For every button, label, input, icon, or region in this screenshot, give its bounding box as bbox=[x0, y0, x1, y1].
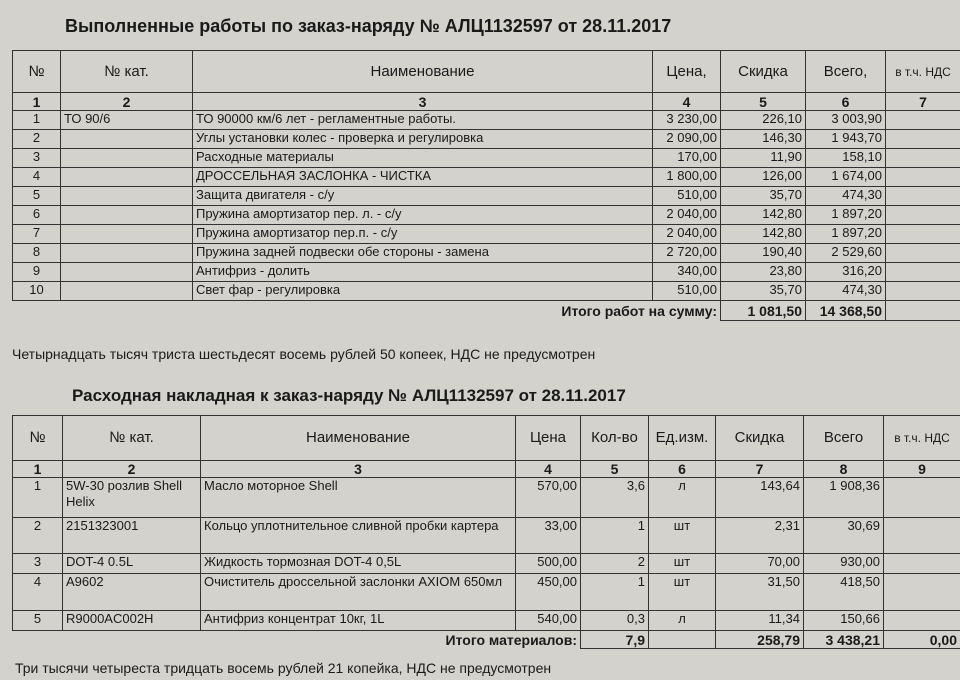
column-header: Всего, bbox=[806, 51, 886, 93]
column-number: 1 bbox=[13, 93, 61, 111]
table-cell: 30,69 bbox=[804, 518, 884, 554]
works-table bbox=[12, 50, 960, 321]
table-cell bbox=[61, 130, 193, 149]
works-sum-in-words: Четырнадцать тысяч триста шестьдесят восемь рублей 50 копеек, НДС не предусмотрен bbox=[12, 346, 596, 362]
column-number: 2 bbox=[61, 93, 193, 111]
table-cell: л bbox=[649, 611, 716, 631]
table-cell: 158,10 bbox=[806, 149, 886, 168]
table-cell: ТО 90000 км/6 лет - регламентные работы. bbox=[193, 111, 653, 130]
table-cell: 70,00 bbox=[716, 554, 804, 574]
table-row bbox=[13, 130, 960, 149]
table-cell: 33,00 bbox=[516, 518, 581, 554]
table-cell: 2 720,00 bbox=[653, 244, 721, 263]
table-cell: 1 bbox=[581, 574, 649, 611]
table-cell bbox=[61, 263, 193, 282]
column-header: Скидка bbox=[721, 51, 806, 93]
table-cell bbox=[886, 244, 960, 263]
table-cell bbox=[61, 168, 193, 187]
table-cell: 5 bbox=[13, 611, 63, 631]
table-cell: 143,64 bbox=[716, 478, 804, 518]
table-cell: 3 230,00 bbox=[653, 111, 721, 130]
table-cell: 1 bbox=[13, 478, 63, 518]
table-cell: 510,00 bbox=[653, 282, 721, 301]
table-cell bbox=[886, 111, 960, 130]
works-total-sum: 14 368,50 bbox=[806, 301, 886, 321]
column-number: 8 bbox=[804, 461, 884, 478]
table-cell: Кольцо уплотнительное сливной пробки картера bbox=[201, 518, 516, 554]
column-header: № кат. bbox=[63, 416, 201, 461]
works-total-discount: 1 081,50 bbox=[721, 301, 806, 321]
table-cell: 3 bbox=[13, 149, 61, 168]
table-cell: 5 bbox=[13, 187, 61, 206]
column-number: 6 bbox=[649, 461, 716, 478]
column-header: Цена bbox=[516, 416, 581, 461]
table-cell bbox=[884, 478, 960, 518]
table-cell: 1 943,70 bbox=[806, 130, 886, 149]
table-cell: 0,3 bbox=[581, 611, 649, 631]
column-header: Всего bbox=[804, 416, 884, 461]
table-cell bbox=[61, 187, 193, 206]
table-cell: 11,34 bbox=[716, 611, 804, 631]
column-header: в т.ч. НДС bbox=[884, 416, 960, 461]
table-cell: 2 040,00 bbox=[653, 206, 721, 225]
table-cell: 1 bbox=[581, 518, 649, 554]
materials-total-discount: 258,79 bbox=[716, 631, 804, 649]
column-header: Кол-во bbox=[581, 416, 649, 461]
column-header: в т.ч. НДС bbox=[886, 51, 960, 93]
table-cell bbox=[884, 611, 960, 631]
works-title: Выполненные работы по заказ-наряду № АЛЦ1132597 от 28.11.2017 bbox=[65, 16, 672, 36]
table-cell: 5W-30 розлив Shell Helix bbox=[63, 478, 201, 518]
table-cell: Антифриз - долить bbox=[193, 263, 653, 282]
table-cell: Пружина амортизатор пер.п. - с/у bbox=[193, 225, 653, 244]
column-header: Скидка bbox=[716, 416, 804, 461]
table-cell: 3 bbox=[13, 554, 63, 574]
table-cell bbox=[884, 554, 960, 574]
table-cell bbox=[886, 130, 960, 149]
table-cell: 9 bbox=[13, 263, 61, 282]
materials-total-qty: 7,9 bbox=[581, 631, 649, 649]
column-number: 7 bbox=[716, 461, 804, 478]
table-cell bbox=[886, 168, 960, 187]
table-cell: 340,00 bbox=[653, 263, 721, 282]
table-row bbox=[13, 206, 960, 225]
table-cell: 142,80 bbox=[721, 225, 806, 244]
table-cell: 500,00 bbox=[516, 554, 581, 574]
table-cell: Жидкость тормозная DOT-4 0,5L bbox=[201, 554, 516, 574]
materials-sum-in-words: Три тысячи четыреста тридцать восемь рублей 21 копейка, НДС не предусмотрен bbox=[15, 660, 552, 676]
table-cell: 474,30 bbox=[806, 187, 886, 206]
table-cell: 146,30 bbox=[721, 130, 806, 149]
table-cell: 11,90 bbox=[721, 149, 806, 168]
table-cell: 2 bbox=[581, 554, 649, 574]
table-cell: Антифриз концентрат 10кг, 1L bbox=[201, 611, 516, 631]
table-cell: 226,10 bbox=[721, 111, 806, 130]
materials-total-row bbox=[13, 631, 960, 649]
table-cell: 10 bbox=[13, 282, 61, 301]
table-cell: 3 003,90 bbox=[806, 111, 886, 130]
table-cell: 190,40 bbox=[721, 244, 806, 263]
table-cell: 570,00 bbox=[516, 478, 581, 518]
works-total-label: Итого работ на сумму: bbox=[561, 302, 717, 319]
column-number: 9 bbox=[884, 461, 960, 478]
materials-total-vat: 0,00 bbox=[884, 631, 960, 649]
table-cell: 2 bbox=[13, 130, 61, 149]
column-number: 6 bbox=[806, 93, 886, 111]
table-cell: 142,80 bbox=[721, 206, 806, 225]
table-row bbox=[13, 149, 960, 168]
table-cell: A9602 bbox=[63, 574, 201, 611]
table-cell: Углы установки колес - проверка и регулировка bbox=[193, 130, 653, 149]
column-header: Наименование bbox=[193, 51, 653, 93]
table-row bbox=[13, 574, 960, 611]
table-cell: 8 bbox=[13, 244, 61, 263]
table-cell: 126,00 bbox=[721, 168, 806, 187]
table-cell bbox=[884, 574, 960, 611]
table-cell: 170,00 bbox=[653, 149, 721, 168]
table-cell bbox=[886, 282, 960, 301]
table-row bbox=[13, 263, 960, 282]
table-cell: шт bbox=[649, 518, 716, 554]
table-cell: ДРОССЕЛЬНАЯ ЗАСЛОНКА - ЧИСТКА bbox=[193, 168, 653, 187]
table-cell: Пружина амортизатор пер. л. - с/у bbox=[193, 206, 653, 225]
column-number: 5 bbox=[721, 93, 806, 111]
works-total-row bbox=[13, 301, 960, 321]
table-cell bbox=[886, 225, 960, 244]
column-header: Ед.изм. bbox=[649, 416, 716, 461]
table-cell: Очиститель дроссельной заслонки AXIOM 650мл bbox=[201, 574, 516, 611]
column-number: 3 bbox=[201, 461, 516, 478]
table-cell bbox=[886, 187, 960, 206]
table-cell: 35,70 bbox=[721, 187, 806, 206]
column-header: № кат. bbox=[61, 51, 193, 93]
column-number: 5 bbox=[581, 461, 649, 478]
table-cell: ТО 90/6 bbox=[61, 111, 193, 130]
table-row bbox=[13, 518, 960, 554]
column-number: 7 bbox=[886, 93, 960, 111]
table-cell: 1 897,20 bbox=[806, 225, 886, 244]
table-row bbox=[13, 187, 960, 206]
table-cell: 23,80 bbox=[721, 263, 806, 282]
table-cell bbox=[61, 206, 193, 225]
table-cell: 2 090,00 bbox=[653, 130, 721, 149]
table-cell: 1 674,00 bbox=[806, 168, 886, 187]
table-cell: 1 bbox=[13, 111, 61, 130]
column-number: 3 bbox=[193, 93, 653, 111]
table-cell: 2 529,60 bbox=[806, 244, 886, 263]
table-cell: 2151323001 bbox=[63, 518, 201, 554]
table-cell: 2,31 bbox=[716, 518, 804, 554]
table-row bbox=[13, 244, 960, 263]
column-number: 1 bbox=[13, 461, 63, 478]
column-header: Наименование bbox=[201, 416, 516, 461]
table-cell: 510,00 bbox=[653, 187, 721, 206]
table-cell: шт bbox=[649, 554, 716, 574]
column-number: 4 bbox=[653, 93, 721, 111]
table-cell: 540,00 bbox=[516, 611, 581, 631]
table-cell: л bbox=[649, 478, 716, 518]
table-cell: 35,70 bbox=[721, 282, 806, 301]
table-cell: 150,66 bbox=[804, 611, 884, 631]
table-row bbox=[13, 168, 960, 187]
table-cell: 3,6 bbox=[581, 478, 649, 518]
table-cell: 31,50 bbox=[716, 574, 804, 611]
table-cell: 930,00 bbox=[804, 554, 884, 574]
works-total-vat bbox=[886, 301, 960, 321]
table-row bbox=[13, 225, 960, 244]
table-cell: 316,20 bbox=[806, 263, 886, 282]
table-cell: DOT-4 0.5L bbox=[63, 554, 201, 574]
table-cell bbox=[61, 225, 193, 244]
table-cell: Пружина задней подвески обе стороны - замена bbox=[193, 244, 653, 263]
table-cell: 1 908,36 bbox=[804, 478, 884, 518]
table-cell: 474,30 bbox=[806, 282, 886, 301]
table-row bbox=[13, 554, 960, 574]
table-cell: Защита двигателя - с/у bbox=[193, 187, 653, 206]
materials-total-label: Итого материалов: bbox=[445, 631, 577, 648]
column-header: Цена, bbox=[653, 51, 721, 93]
table-cell bbox=[884, 518, 960, 554]
materials-total-unit bbox=[649, 631, 716, 649]
table-cell bbox=[886, 206, 960, 225]
table-row bbox=[13, 611, 960, 631]
column-number: 2 bbox=[63, 461, 201, 478]
table-row bbox=[13, 111, 960, 130]
table-cell: 2 bbox=[13, 518, 63, 554]
column-header: № bbox=[13, 416, 63, 461]
table-row bbox=[13, 478, 960, 518]
table-cell: шт bbox=[649, 574, 716, 611]
table-cell: 450,00 bbox=[516, 574, 581, 611]
column-number: 4 bbox=[516, 461, 581, 478]
table-cell: Свет фар - регулировка bbox=[193, 282, 653, 301]
table-cell bbox=[61, 149, 193, 168]
column-header: № bbox=[13, 51, 61, 93]
table-cell: 7 bbox=[13, 225, 61, 244]
table-cell: 418,50 bbox=[804, 574, 884, 611]
table-cell: 2 040,00 bbox=[653, 225, 721, 244]
table-cell: Расходные материалы bbox=[193, 149, 653, 168]
table-row bbox=[13, 282, 960, 301]
materials-title: Расходная накладная к заказ-наряду № АЛЦ1132597 от 28.11.2017 bbox=[72, 386, 626, 405]
table-cell: 6 bbox=[13, 206, 61, 225]
table-cell bbox=[61, 282, 193, 301]
table-cell: R9000AC002H bbox=[63, 611, 201, 631]
table-cell bbox=[61, 244, 193, 263]
table-cell bbox=[886, 263, 960, 282]
table-cell: 4 bbox=[13, 168, 61, 187]
table-cell: Масло моторное Shell bbox=[201, 478, 516, 518]
materials-table bbox=[12, 415, 960, 649]
materials-total-sum: 3 438,21 bbox=[804, 631, 884, 649]
table-cell: 1 800,00 bbox=[653, 168, 721, 187]
table-cell bbox=[886, 149, 960, 168]
table-cell: 4 bbox=[13, 574, 63, 611]
table-cell: 1 897,20 bbox=[806, 206, 886, 225]
